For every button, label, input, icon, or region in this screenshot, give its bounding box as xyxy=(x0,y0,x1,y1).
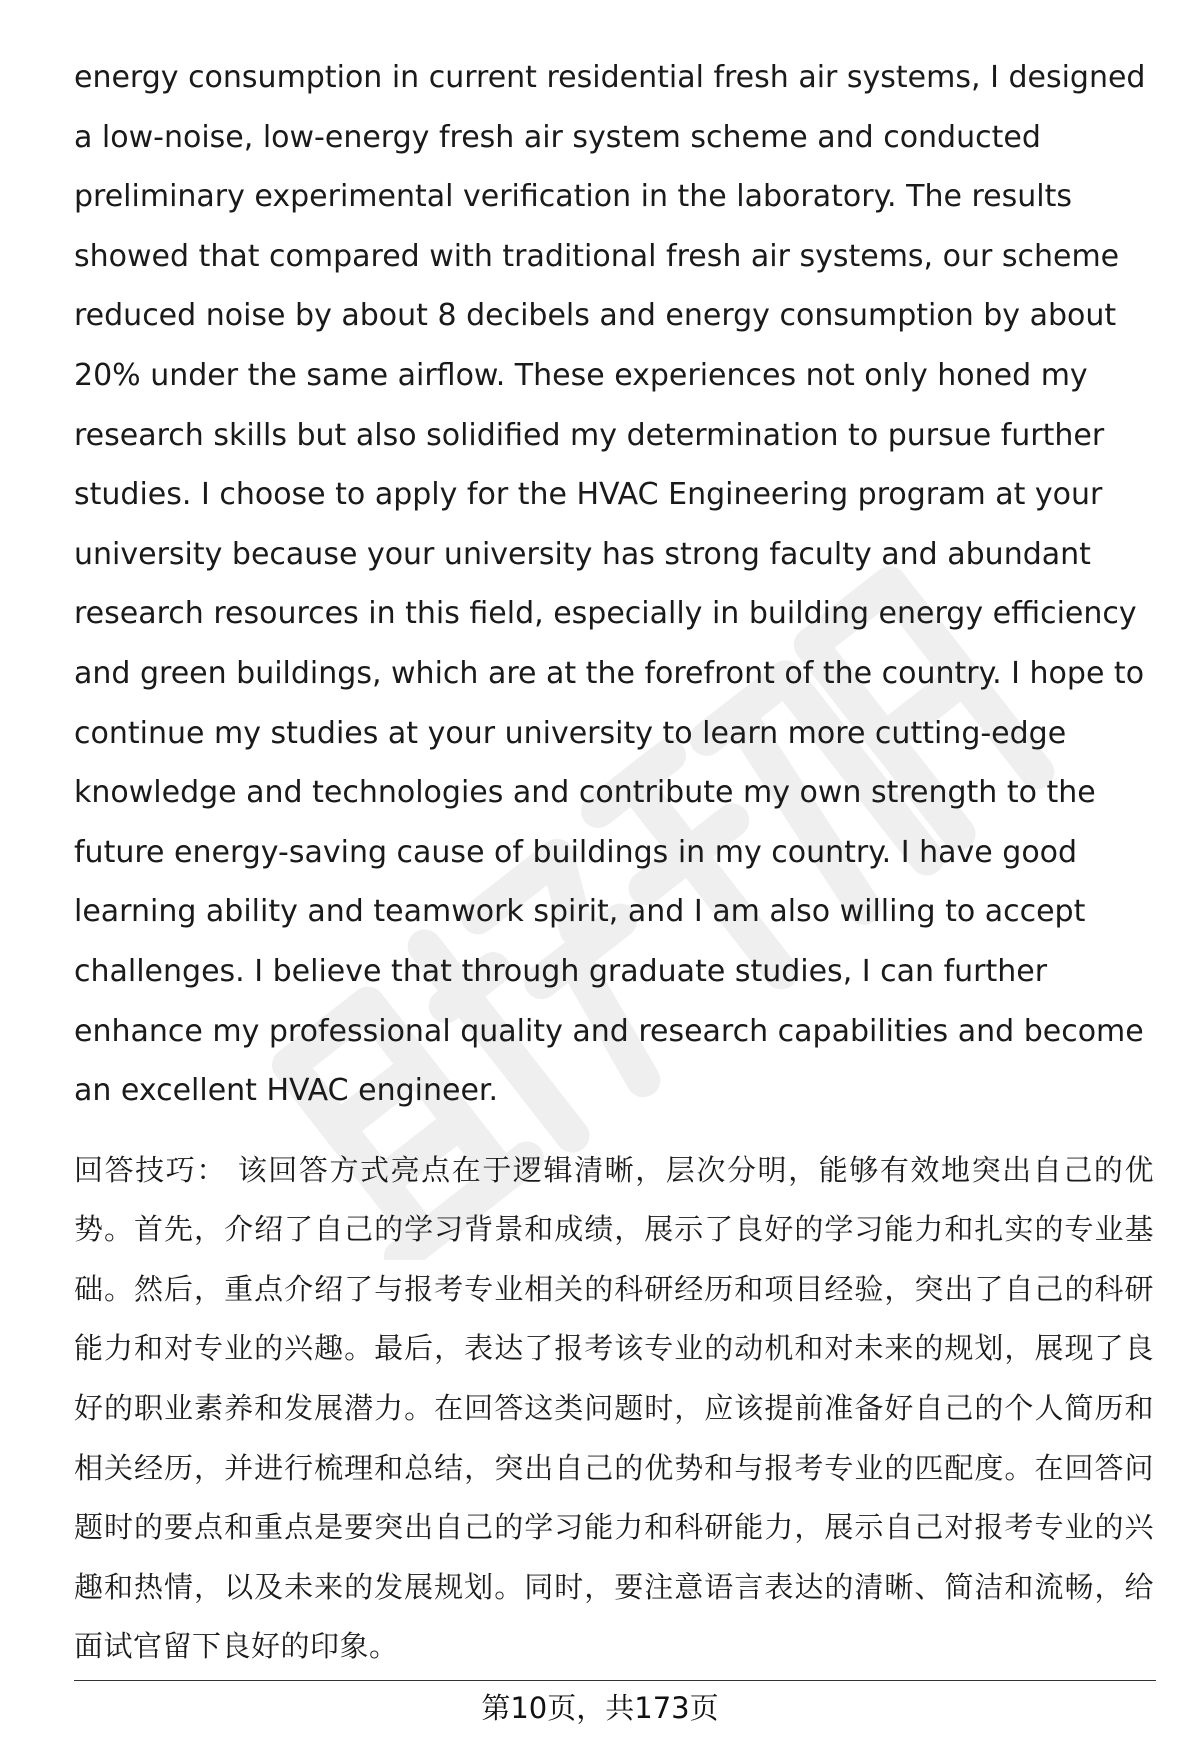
main-content xyxy=(74,48,1154,1677)
page-number: 第10页，共173页 xyxy=(481,1691,719,1725)
footer-divider xyxy=(74,1680,1156,1681)
tips-body: 该回答方式亮点在于逻辑清晰，层次分明，能够有效地突出自己的优势。首先，介绍了自己的学习背景和成绩，展示了良好的学习能力和扎实的专业基础。然后，重点介绍了与报考专业相关的科研经历和项目经验，突出了自己的科研能力和对专业的兴趣。最后，表达了报考该专业的动机和对未来的规划，展现了良好的职业素养和发展潜力。在回答这类问题时，应该提前准备好自己的个人简历和相关经历，并进行梳理和总结，突出自己的优势和与报考专业的匹配度。在回答问题时的要点和重点是要突出自己的学习能力和科研能力，展示自己对报考专业的兴趣和热情，以及未来的发展规划。同时，要注意语言表达的清晰、简洁和流畅，给面试官留下良好的印象。 xyxy=(74,1152,1154,1664)
english-paragraph: energy consumption in current residential fresh air systems, I designed a low-noise, low-energy fresh air system scheme and conducted preliminary experimental verification in the laboratory. The results showed that compared with traditional fresh air systems, our scheme reduced noise by about 8 decibels and energy consumption by about 20% under the same airflow. These experiences not only honed my research skills but also solidified my determination to pursue further studies. I choose to apply for the HVAC Engineering program at your university because your university has strong faculty and abundant research resources in this field, especially in building energy efficiency and green buildings, which are at the forefront of the country. I hope to continue my studies at your university to learn more cutting-edge knowledge and technologies and contribute my own strength to the future energy-saving cause of buildings in my country. I have good learning ability and teamwork spirit, and I am also willing to accept challenges. I believe that through graduate studies, I can further enhance my professional quality and research capabilities and become an excellent HVAC engineer. xyxy=(74,60,1146,1109)
tips-label: 回答技巧： xyxy=(74,1152,227,1187)
answer-tips-paragraph xyxy=(74,1141,1154,1677)
